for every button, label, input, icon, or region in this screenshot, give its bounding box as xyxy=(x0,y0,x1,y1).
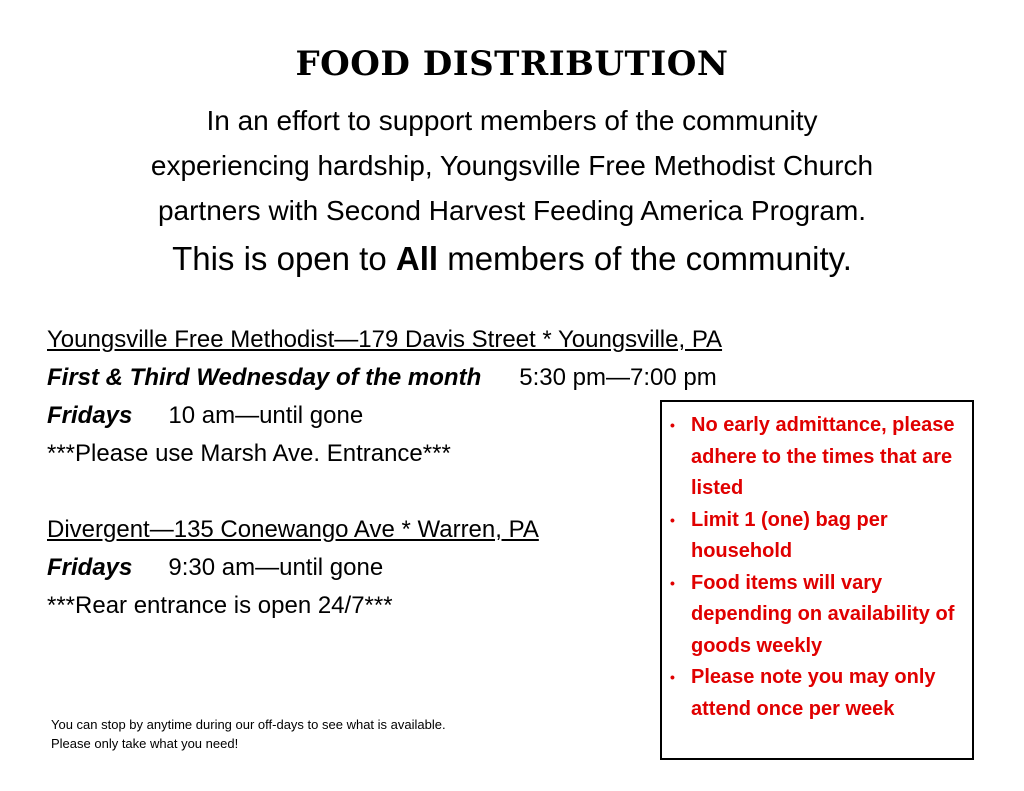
rules-box xyxy=(660,400,974,760)
location1-schedule1 xyxy=(47,364,717,392)
footer-note xyxy=(51,715,446,753)
footer-line: You can stop by anytime during our off-days to see what is available. xyxy=(51,717,446,732)
schedule-day: Fridays xyxy=(47,554,133,581)
rule-item xyxy=(670,568,966,663)
intro-paragraph xyxy=(60,98,964,233)
location1-schedule2 xyxy=(47,402,363,430)
rules-list xyxy=(670,410,966,725)
bullet-icon: • xyxy=(670,417,675,433)
schedule-time: 5:30 pm—7:00 pm xyxy=(519,364,717,391)
bullet-icon: • xyxy=(670,511,675,528)
open-text-emphasis: All xyxy=(395,240,439,277)
schedule-time: 9:30 am—until gone xyxy=(168,554,384,581)
rule-text: Please note you may only attend once per week xyxy=(691,666,936,720)
schedule-time: 10 am—until gone xyxy=(168,402,364,429)
schedule-day: Fridays xyxy=(47,402,133,429)
open-to-all-statement xyxy=(0,240,1024,278)
intro-line: In an effort to support members of the community xyxy=(206,105,818,136)
open-text-before: This is open to xyxy=(172,240,396,277)
bullet-icon: • xyxy=(670,669,675,685)
page-title: FOOD DISTRIBUTION xyxy=(295,44,729,84)
rule-text: No early admittance, please adhere to the times that are listed xyxy=(691,414,955,499)
open-text-after: members of the community. xyxy=(438,240,852,277)
intro-line: experiencing hardship, Youngsville Free Methodist Church xyxy=(150,150,874,181)
rule-text: Food items will vary depending on availability of goods weekly xyxy=(691,571,955,657)
rule-item xyxy=(670,662,966,725)
location2-schedule xyxy=(47,554,383,582)
rule-text: Limit 1 (one) bag per household xyxy=(691,508,888,562)
schedule-day: First & Third Wednesday of the month xyxy=(47,364,482,391)
location2-address: Divergent—135 Conewango Ave * Warren, PA xyxy=(47,516,539,543)
location1-note: ***Please use Marsh Ave. Entrance*** xyxy=(47,440,451,467)
bullet-icon: • xyxy=(670,574,675,591)
footer-line: Please only take what you need! xyxy=(51,736,239,751)
rule-item xyxy=(670,410,966,505)
rule-item xyxy=(670,505,966,568)
location2-note: ***Rear entrance is open 24/7*** xyxy=(47,592,393,619)
location1-address: Youngsville Free Methodist—179 Davis Street * Youngsville, PA xyxy=(47,326,723,353)
intro-line: partners with Second Harvest Feeding America Program. xyxy=(157,195,867,226)
